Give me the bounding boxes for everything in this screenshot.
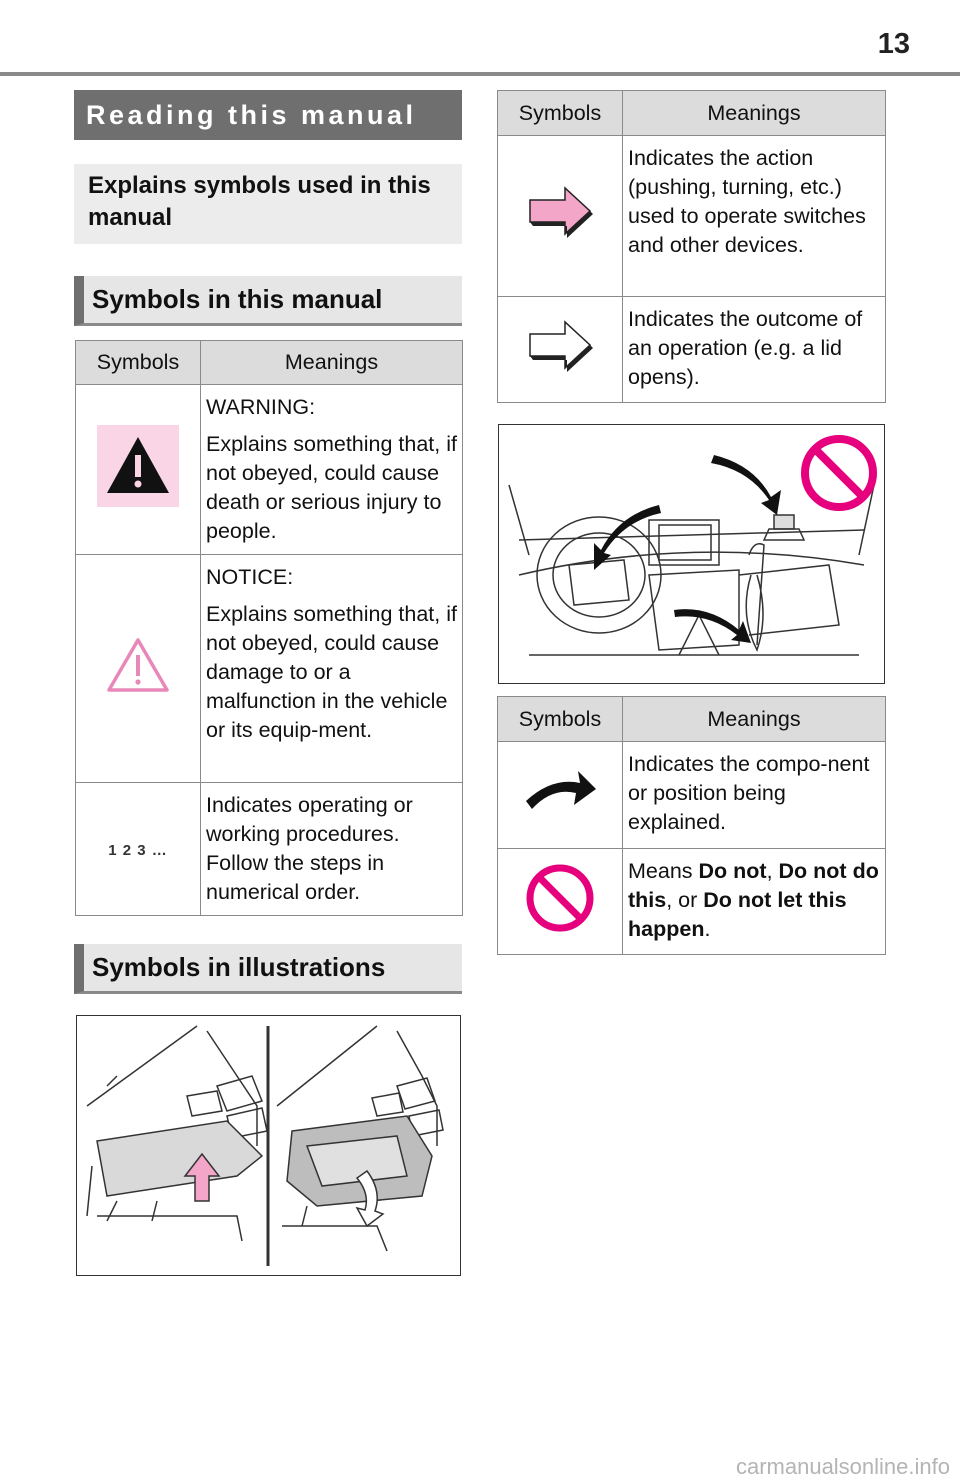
page-title: Reading this manual — [74, 90, 462, 140]
table-row-notice — [76, 555, 463, 783]
prohibition-icon — [524, 862, 596, 934]
section-heading-symbols-manual: Symbols in this manual — [74, 276, 462, 326]
col-header-symbols: Symbols — [76, 341, 201, 385]
symbols-illustrations-table-2 — [497, 696, 886, 955]
outcome-symbol-cell — [498, 297, 623, 403]
dashboard-illustration — [498, 424, 885, 684]
symbols-illustrations-table-1 — [497, 90, 886, 403]
notice-text: Explains something that, if not obeyed, could cause damage to or a malfunction in the vehicle or its equip-ment. — [206, 602, 457, 742]
action-text: Indicates the action (pushing, turning, etc.) used to operate switches and other devices. — [628, 146, 866, 257]
do-not-prefix: Means — [628, 859, 699, 883]
component-text: Indicates the compo-nent or position being explained. — [628, 752, 870, 834]
steps-symbol-cell — [76, 783, 201, 916]
col-header-meanings: Meanings — [623, 697, 886, 742]
warning-triangle-icon — [97, 425, 179, 507]
component-symbol-cell — [498, 742, 623, 849]
table-row-warning — [76, 385, 463, 555]
pointer-arrows — [594, 455, 781, 643]
col-header-symbols: Symbols — [498, 697, 623, 742]
warning-label: WARNING: — [206, 395, 316, 419]
section-heading-symbols-illustrations: Symbols in illustrations — [74, 944, 462, 994]
dashboard-drawing — [499, 425, 884, 683]
table-row-steps — [76, 783, 463, 916]
table-row-action — [498, 136, 886, 297]
prohibition-mark — [805, 439, 873, 507]
do-not-bold-2: Do not do this — [628, 859, 879, 912]
table-row-outcome — [498, 297, 886, 403]
do-not-sep-2: , or — [666, 888, 704, 912]
table-row-do-not — [498, 849, 886, 955]
notice-symbol-cell — [76, 555, 201, 783]
watermark: carmanualsonline.info — [735, 1454, 950, 1479]
warning-symbol-cell — [76, 385, 201, 555]
col-header-meanings: Meanings — [623, 91, 886, 136]
outcome-arrow-icon — [527, 318, 593, 374]
page-number: 13 — [877, 28, 910, 60]
notice-label: NOTICE: — [206, 565, 294, 589]
steps-text: Indicates operating or working procedures. Follow the steps in numerical order. — [206, 793, 413, 904]
action-arrow-icon — [527, 184, 593, 240]
notice-triangle-icon — [105, 635, 171, 695]
warning-text: Explains something that, if not obeyed, could cause death or serious injury to people. — [206, 432, 457, 543]
prohibition-symbol-cell — [498, 849, 623, 955]
col-header-meanings: Meanings — [201, 341, 463, 385]
do-not-bold-3: Do not let this happen — [628, 888, 847, 941]
symbols-manual-table — [75, 340, 463, 916]
explains-box: Explains symbols used in this manual — [74, 164, 462, 244]
col-header-symbols: Symbols — [498, 91, 623, 136]
table-row-component — [498, 742, 886, 849]
do-not-end: . — [704, 917, 711, 941]
console-lid-illustration — [76, 1015, 461, 1276]
action-symbol-cell — [498, 136, 623, 297]
console-lid-drawing — [77, 1016, 460, 1275]
numbered-steps-icon: 1 2 3 … — [108, 841, 168, 859]
header-rule — [0, 72, 960, 76]
do-not-sep-1: , — [766, 859, 779, 883]
do-not-bold-1: Do not — [698, 859, 767, 883]
pointer-arrow-icon — [524, 769, 596, 813]
outcome-text: Indicates the outcome of an operation (e.g. a lid opens). — [628, 307, 863, 389]
